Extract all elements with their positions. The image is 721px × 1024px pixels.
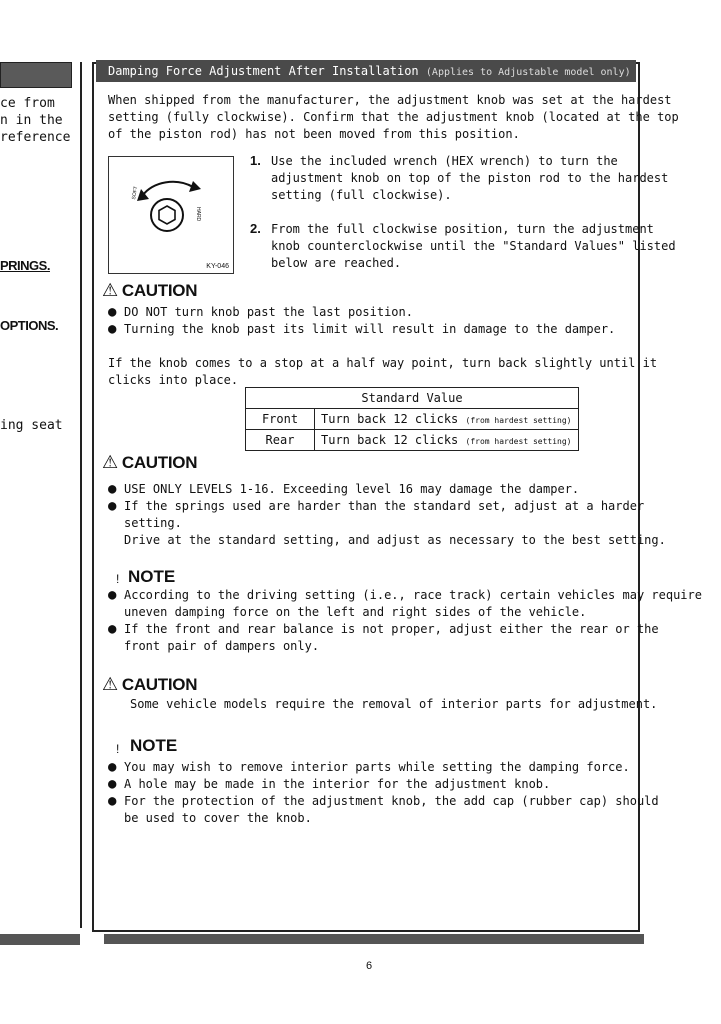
caution-title: CAUTION [121, 453, 198, 472]
step-1-number: 1. [250, 153, 261, 168]
table-row [246, 409, 579, 430]
bullet-line: If the springs used are harder than the standard set, adjust at a harder [124, 499, 645, 513]
click-count: Turn back 12 clicks [321, 412, 459, 426]
knob-figure [108, 156, 234, 274]
half-way-line: If the knob comes to a stop at a half way point, turn back slightly until it [108, 356, 658, 370]
bullet-icon: ● [108, 793, 117, 809]
warning-triangle-icon: ⚠ [102, 280, 118, 300]
bottom-bar [104, 934, 644, 944]
bullet-icon: ● [108, 498, 117, 514]
section-title-bar [96, 60, 636, 82]
page-number: 6 [366, 960, 373, 972]
left-page-line: ce from [0, 96, 55, 111]
table-row-value [315, 409, 579, 430]
bullet-text [124, 498, 666, 549]
bullet-text: Turning the knob past its limit will result in damage to the damper. [124, 322, 616, 336]
half-way-paragraph [108, 355, 657, 389]
caution-title: CAUTION [121, 675, 198, 694]
caution-1-heading [102, 280, 197, 301]
bullet-text [124, 587, 702, 621]
left-page-seat: ing seat [0, 418, 63, 433]
figure-label: KY-046 [206, 263, 229, 270]
bullet-line: front pair of dampers only. [124, 639, 320, 653]
left-page-line: n in the [0, 113, 63, 128]
step-line: Use the included wrench (HEX wrench) to turn the [271, 154, 618, 168]
left-page-line: reference [0, 130, 71, 145]
caution-3-heading [102, 674, 197, 695]
step-line: From the full clockwise position, turn the adjustment [271, 222, 654, 236]
note-2-title: NOTE [130, 736, 178, 755]
left-page-bottom-bar [0, 934, 80, 945]
step-line: setting (full clockwise). [271, 188, 452, 202]
warning-triangle-icon: ⚠ [102, 674, 118, 694]
click-note: (from hardest setting) [465, 416, 572, 425]
bullet-icon: ● [108, 759, 117, 775]
left-page-frame [0, 62, 82, 928]
note-mark-icon: ! [116, 742, 120, 756]
bullet-icon: ● [108, 304, 117, 320]
step-line: below are reached. [271, 256, 402, 270]
bullet-line: uneven damping force on the left and right sides of the vehicle. [124, 605, 587, 619]
intro-line: of the piston rod) has not been moved from this position. [108, 127, 520, 141]
table-row-label: Rear [246, 430, 315, 451]
bullet-text [124, 621, 659, 655]
bullet-line: Drive at the standard setting, and adjust as necessary to the best setting. [124, 533, 666, 547]
left-page-springs: PRINGS. [0, 258, 50, 273]
table-row [246, 430, 579, 451]
note-mark-icon: ! [116, 572, 120, 586]
intro-line: setting (fully clockwise). Confirm that the adjustment knob (located at the top [108, 110, 679, 124]
left-page-title-bar [0, 62, 72, 88]
bullet-line: If the front and rear balance is not proper, adjust either the rear or the [124, 622, 659, 636]
bullet-text: A hole may be made in the interior for the adjustment knob. [124, 777, 551, 791]
section-subtitle: (Applies to Adjustable model only) [425, 67, 631, 78]
half-way-line: clicks into place. [108, 373, 239, 387]
bullet-icon: ● [108, 321, 117, 337]
intro-paragraph [108, 92, 679, 143]
bullet-text: USE ONLY LEVELS 1-16. Exceeding level 16 may damage the damper. [124, 482, 580, 496]
caution-2-heading [102, 452, 197, 473]
bullet-text: You may wish to remove interior parts while setting the damping force. [124, 760, 630, 774]
bullet-text: DO NOT turn knob past the last position. [124, 305, 413, 319]
caution-title: CAUTION [121, 281, 198, 300]
table-row-value [315, 430, 579, 451]
bullet-icon: ● [108, 587, 117, 603]
bullet-line: According to the driving setting (i.e., race track) certain vehicles may require [124, 588, 702, 602]
click-count: Turn back 12 clicks [321, 433, 459, 447]
table-row-label: Front [246, 409, 315, 430]
knob-illustration [109, 157, 233, 273]
bullet-line: be used to cover the knob. [124, 811, 312, 825]
step-2-number: 2. [250, 221, 261, 236]
step-2-text [271, 221, 676, 272]
left-page-options: OPTIONS. [0, 318, 59, 333]
hard-label: HARD [195, 207, 201, 222]
section-title: Damping Force Adjustment After Installation [108, 64, 419, 78]
bullet-icon: ● [108, 776, 117, 792]
bullet-icon: ● [108, 621, 117, 637]
table-header-row [246, 388, 579, 409]
step-line: knob counterclockwise until the "Standard Values" listed [271, 239, 676, 253]
bullet-line: setting. [124, 516, 182, 530]
bullet-line: For the protection of the adjustment knob, the add cap (rubber cap) should [124, 794, 659, 808]
click-note: (from hardest setting) [465, 437, 572, 446]
table-header: Standard Value [246, 388, 579, 409]
bullet-icon: ● [108, 481, 117, 497]
intro-line: When shipped from the manufacturer, the adjustment knob was set at the hardest [108, 93, 672, 107]
bullet-text [124, 793, 659, 827]
step-line: adjustment knob on top of the piston rod to the hardest [271, 171, 669, 185]
soft-label: SOFT [131, 185, 140, 201]
warning-triangle-icon: ⚠ [102, 452, 118, 472]
step-1-text [271, 153, 668, 204]
caution-3-text: Some vehicle models require the removal of interior parts for adjustment. [130, 697, 658, 711]
note-1-title: NOTE [128, 567, 176, 586]
standard-value-table [245, 387, 579, 451]
